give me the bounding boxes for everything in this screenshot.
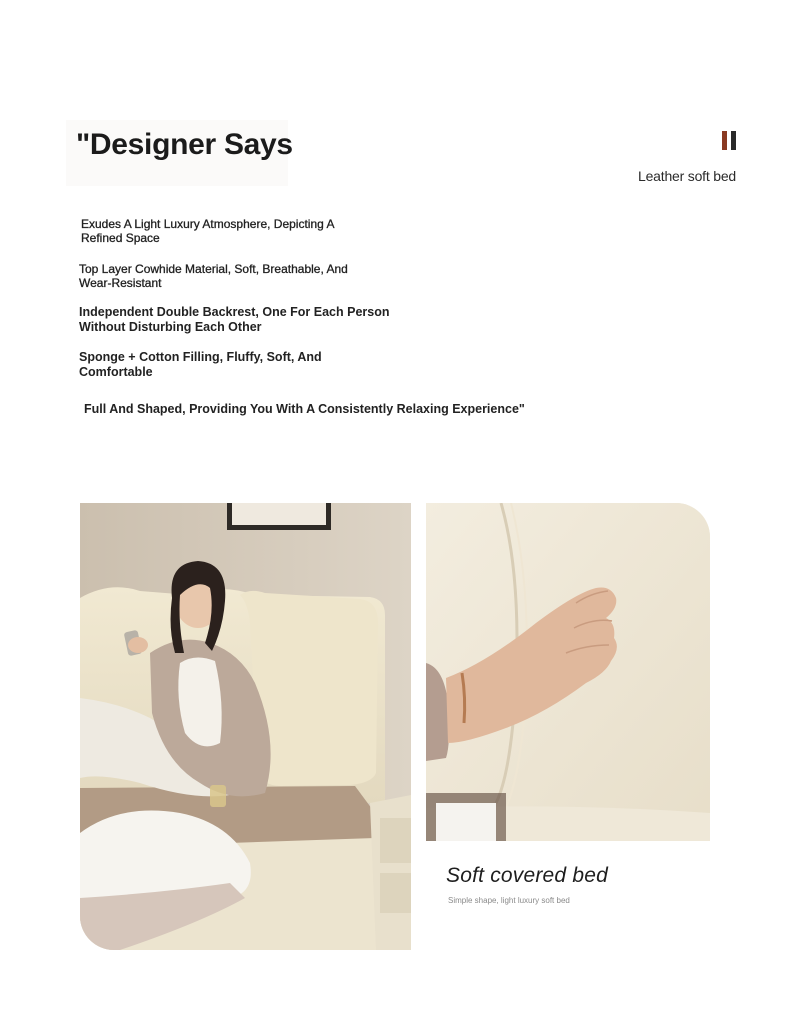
bed-lifestyle-photo xyxy=(80,503,411,950)
leather-detail-photo xyxy=(426,503,710,841)
brand-mark-icon xyxy=(722,131,727,150)
brand-mark-icon-dark xyxy=(731,131,736,150)
feature-text: Independent Double Backrest, One For Each Person Without Disturbing Each Other xyxy=(79,305,390,334)
hand-on-leather-illustration xyxy=(426,503,710,841)
feature-text: Sponge + Cotton Filling, Fluffy, Soft, And Comfortable xyxy=(79,350,322,379)
bed-lifestyle-illustration xyxy=(80,503,411,950)
caption-title: Soft covered bed xyxy=(446,864,608,887)
page-title: "Designer Says xyxy=(76,128,293,161)
feature-text: Exudes A Light Luxury Atmosphere, Depicting A Refined Space xyxy=(81,217,334,245)
caption-subtitle: Simple shape, light luxury soft bed xyxy=(448,896,570,905)
feature-text: Full And Shaped, Providing You With A Consistently Relaxing Experience" xyxy=(84,402,525,416)
feature-text: Top Layer Cowhide Material, Soft, Breathable, And Wear-Resistant xyxy=(79,262,348,290)
brand-subtitle: Leather soft bed xyxy=(638,168,736,184)
